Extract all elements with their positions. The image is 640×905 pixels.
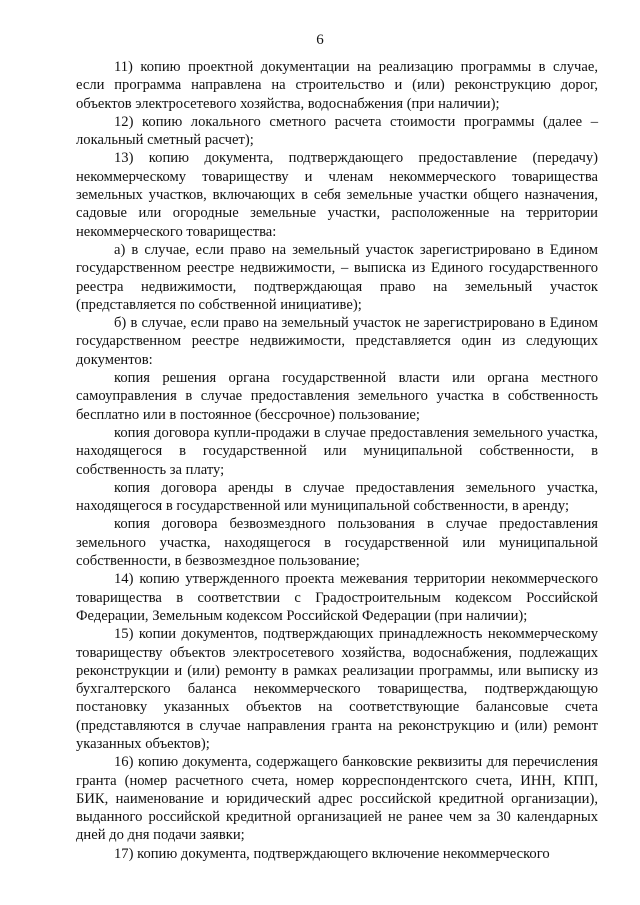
- paragraph-option-purchase: копия договора купли-продажи в случае предоставления земельного участка, находящегося в государственной или муниципальной собственности, в собственность за плату;: [76, 424, 598, 478]
- paragraph-item-15: 15) копии документов, подтверждающих принадлежность некоммерческому товариществу объектов электросетевого хозяйства, водоснабжения, подлежащих реконструкции и (или) ремонту в рамках реализации программы, или выписку из бухгалтерского баланса некоммерческого товарищества, подтверждающую постановку указанных объектов на соответствующие балансовые счета (представляются в случае направления гранта на реконструкцию и (или) ремонт указанных объектов);: [76, 626, 598, 752]
- document-body: [76, 58, 598, 863]
- paragraph-item-12: 12) копию локального сметного расчета стоимости программы (далее – локальный сметный расчет);: [76, 113, 598, 149]
- page-number: 6: [316, 32, 324, 48]
- paragraph-item-14: 14) копию утвержденного проекта межевания территории некоммерческого товарищества в соответствии с Градостроительным кодексом Российской Федерации, Земельным кодексом Российской Федерации (при наличии);: [76, 571, 598, 624]
- paragraph-option-free-use: копия договора безвозмездного пользования в случае предоставления земельного участка, находящегося в государственной или муниципальной собственности, в безвозмездное пользование;: [76, 516, 598, 570]
- paragraph-subitem-b: б) в случае, если право на земельный участок не зарегистрировано в Едином государственном реестре недвижимости, представляется один из следующих документов:: [76, 315, 598, 368]
- paragraph-item-17: 17) копию документа, подтверждающего включение некоммерческого: [114, 845, 550, 862]
- paragraph-item-11: 11) копию проектной документации на реализацию программы в случае, если программа направлена на строительство и (или) реконструкцию дорог, объектов электросетевого хозяйства, водоснабжения (при наличии);: [76, 59, 598, 112]
- paragraph-item-16: 16) копию документа, содержащего банковские реквизиты для перечисления гранта (номер расчетного счета, номер корреспондентского счета, ИНН, КПП, БИК, наименование и юридический адрес российской кредитной организации), выданного российской кредитной организацией не ранее чем за 30 календарных дней до дня подачи заявки;: [76, 754, 598, 844]
- paragraph-option-decision: копия решения органа государственной власти или органа местного самоуправления в случае предоставления земельного участка в собственность бесплатно или в постоянное (бессрочное) пользование;: [76, 370, 598, 423]
- paragraph-item-13: 13) копию документа, подтверждающего предоставление (передачу) некоммерческому товариществу и членам некоммерческого товарищества земельных участков, включающих в себя земельные участки общего назначения, садовые или огородные земельные участки, расположенные на территории некоммерческого товарищества:: [76, 150, 598, 240]
- paragraph-option-lease: копия договора аренды в случае предоставления земельного участка, находящегося в государственной или муниципальной собственности, в аренду;: [76, 479, 598, 515]
- paragraph-subitem-a: а) в случае, если право на земельный участок зарегистрировано в Едином государственном реестре недвижимости, – выписка из Единого государственного реестра недвижимости, подтверждающая право на земельный участок (представляется по собственной инициативе);: [76, 241, 598, 313]
